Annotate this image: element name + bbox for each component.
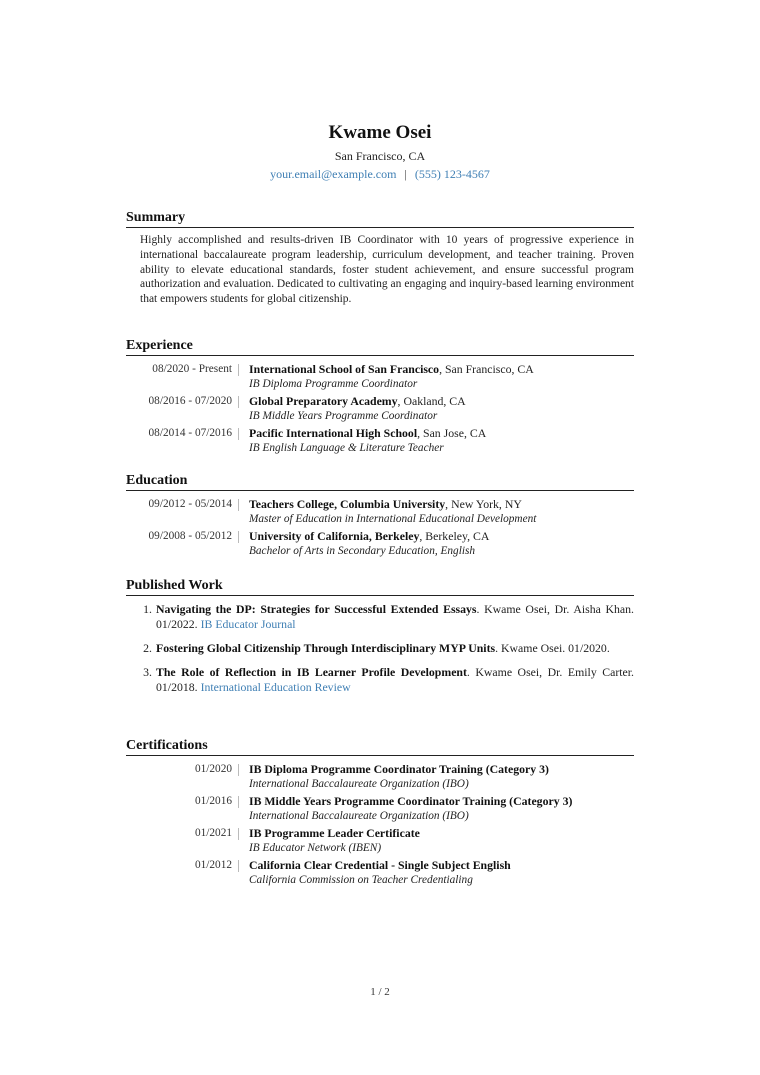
entry-divider: [238, 428, 239, 440]
entry-role: IB Middle Years Programme Coordinator: [249, 410, 438, 422]
publication-details: . Kwame Osei, Dr. Aisha Khan. 01/2022.: [156, 602, 634, 631]
publication-number: 1.: [143, 602, 152, 616]
certification-name: IB Middle Years Programme Coordinator Training (Category 3): [249, 794, 573, 808]
publication-number: 2.: [143, 641, 152, 655]
publication-details: . Kwame Osei. 01/2020.: [495, 641, 610, 655]
publication-venue-link[interactable]: IB Educator Journal: [200, 617, 296, 631]
candidate-location: San Francisco, CA: [334, 149, 426, 163]
entry-role: IB Diploma Programme Coordinator: [249, 378, 418, 390]
entry-degree: Bachelor of Arts in Secondary Education, English: [249, 545, 476, 557]
experience-entry: [126, 362, 634, 392]
entry-institution: Teachers College, Columbia University: [249, 497, 446, 511]
education-entry: [126, 529, 634, 559]
certification-name: IB Programme Leader Certificate: [249, 826, 420, 840]
entry-location: , Oakland, CA: [397, 394, 466, 408]
resume-header: [0, 122, 760, 182]
entry-location: , New York, NY: [445, 497, 522, 511]
entry-location: , San Jose, CA: [417, 426, 487, 440]
certification-issuer: California Commission on Teacher Credentialing: [249, 874, 473, 886]
entry-degree: Master of Education in International Educational Development: [249, 513, 537, 525]
entry-divider: [238, 396, 239, 408]
section-title-publications: Published Work: [126, 577, 634, 596]
entry-divider: [238, 828, 239, 840]
publication-details: . Kwame Osei, Dr. Emily Carter. 01/2018.: [156, 665, 634, 694]
entry-organization: Global Preparatory Academy: [249, 394, 398, 408]
publication-title: The Role of Reflection in IB Learner Profile Development: [156, 665, 467, 679]
page-indicator: 1 / 2: [370, 986, 390, 998]
entry-date: 08/2020 - Present: [152, 363, 232, 375]
certification-name: IB Diploma Programme Coordinator Training (Category 3): [249, 762, 549, 776]
phone-link[interactable]: (555) 123-4567: [414, 167, 490, 181]
entry-divider: [238, 764, 239, 776]
certification-issuer: IB Educator Network (IBEN): [249, 842, 382, 854]
entry-date: 08/2014 - 07/2016: [148, 427, 232, 439]
certification-issuer: International Baccalaureate Organization (IBO): [249, 810, 469, 822]
candidate-name: Kwame Osei: [328, 122, 432, 143]
entry-role: IB English Language & Literature Teacher: [249, 442, 444, 454]
experience-section: [126, 337, 634, 458]
entry-date: 08/2016 - 07/2020: [148, 395, 232, 407]
entry-date: 01/2016: [194, 795, 232, 807]
publication-item: [126, 641, 634, 656]
entry-location: , San Francisco, CA: [439, 362, 534, 376]
certification-entry: [126, 858, 634, 888]
entry-date: 01/2012: [194, 859, 232, 871]
summary-section: [126, 209, 634, 307]
experience-entry: [126, 394, 634, 424]
publications-section: [126, 577, 634, 704]
publication-title: Navigating the DP: Strategies for Successful Extended Essays: [156, 602, 477, 616]
entry-date: 09/2008 - 05/2012: [148, 530, 232, 542]
entry-divider: [238, 531, 239, 543]
entry-date: 01/2021: [194, 827, 232, 839]
section-title-education: Education: [126, 472, 634, 491]
entry-date: 01/2020: [194, 763, 232, 775]
entry-organization: Pacific International High School: [249, 426, 418, 440]
summary-text: Highly accomplished and results-driven IB Coordinator with 10 years of progressive experience in international baccalaureate program leadership, curriculum development, and teacher training. Proven ability to elevate educational standards, foster student achievement, and ensure successful program authorization and evaluation. Dedicated to cultivating an engaging and inquiry-based learning environment that empowers students for global citizenship.: [140, 234, 634, 306]
publication-item: [126, 665, 634, 695]
section-title-experience: Experience: [126, 337, 634, 356]
entry-date: 09/2012 - 05/2014: [148, 498, 232, 510]
certification-entry: [126, 826, 634, 856]
entry-divider: [238, 364, 239, 376]
education-entry: [126, 497, 634, 527]
publication-item: [126, 602, 634, 632]
section-title-certifications: Certifications: [126, 737, 634, 756]
email-link[interactable]: your.email@example.com: [270, 167, 397, 181]
entry-divider: [238, 860, 239, 872]
entry-institution: University of California, Berkeley: [249, 529, 420, 543]
publication-venue-link[interactable]: International Education Review: [200, 680, 351, 694]
contact-line: [0, 167, 760, 182]
entry-divider: [238, 499, 239, 511]
certification-name: California Clear Credential - Single Subject English: [249, 858, 511, 872]
contact-separator: |: [404, 167, 407, 181]
publication-number: 3.: [143, 665, 152, 679]
certification-entry: [126, 794, 634, 824]
publication-title: Fostering Global Citizenship Through Interdisciplinary MYP Units: [156, 641, 496, 655]
certification-issuer: International Baccalaureate Organization (IBO): [249, 778, 469, 790]
entry-organization: International School of San Francisco: [249, 362, 440, 376]
certifications-section: [126, 737, 634, 890]
entry-location: , Berkeley, CA: [419, 529, 490, 543]
experience-entry: [126, 426, 634, 456]
section-title-summary: Summary: [126, 209, 634, 228]
entry-divider: [238, 796, 239, 808]
certification-entry: [126, 762, 634, 792]
education-section: [126, 472, 634, 561]
